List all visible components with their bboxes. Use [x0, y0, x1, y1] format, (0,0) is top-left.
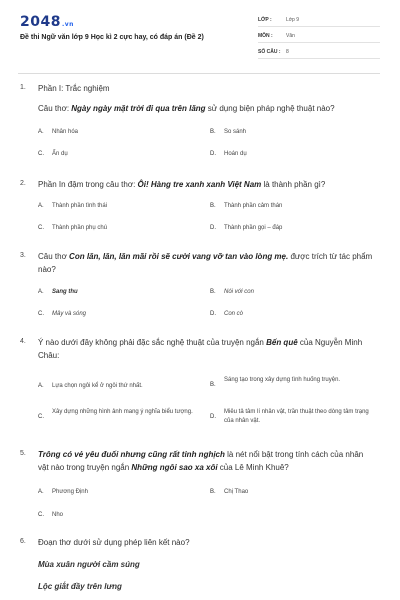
option-b[interactable]	[210, 202, 380, 211]
option-d[interactable]	[210, 408, 380, 426]
option-d[interactable]	[210, 150, 380, 159]
question-number: 1.	[20, 84, 26, 91]
meta-label: LỚP :	[258, 17, 272, 23]
poem-line-2: Lộc giắt đầy trên lưng	[38, 582, 122, 591]
option-letter: A.	[38, 489, 44, 495]
question-text-post: của Nguyễn Minh Châu:	[38, 338, 363, 360]
option-b[interactable]	[210, 288, 380, 297]
option-text: Con cò	[224, 311, 244, 317]
logo-tld: .vn	[61, 21, 74, 28]
meta-value: Văn	[286, 33, 295, 39]
question-text-post: của Lê Minh Khuê?	[217, 462, 289, 472]
option-d[interactable]	[210, 310, 380, 319]
meta-value: 8	[286, 49, 289, 55]
meta-value: Lớp 9	[286, 17, 300, 23]
option-letter: C.	[38, 151, 44, 157]
option-text: Ẩn dụ	[52, 151, 68, 157]
question-text-pre: Câu thơ	[38, 252, 70, 261]
option-a[interactable]	[38, 128, 208, 137]
option-b[interactable]	[210, 128, 380, 137]
option-b[interactable]	[210, 376, 380, 390]
option-a[interactable]	[38, 202, 208, 211]
meta-row-count	[258, 46, 380, 59]
question-text-bold: Ngày ngày mặt trời đi qua trên lăng	[71, 104, 206, 113]
meta-label: SỐ CÂU :	[258, 49, 281, 55]
section-title: Phần I: Trắc nghiệm	[38, 84, 110, 93]
option-text: Nho	[52, 512, 64, 518]
question-text-pre: Phần In đậm trong câu thơ:	[38, 180, 138, 189]
meta-row-class	[258, 14, 380, 27]
option-c[interactable]	[38, 310, 208, 319]
meta-box	[258, 14, 380, 62]
question-text-bold: Trông có vẻ yêu đuối nhưng cũng rất tinh nghịch	[38, 450, 225, 459]
logo-main: 2048	[20, 14, 61, 30]
question-text-bold: Ôi! Hàng tre xanh xanh Việt Nam	[137, 180, 262, 189]
option-letter: C.	[38, 311, 44, 317]
option-letter: C.	[38, 414, 44, 420]
question-text-post: sử dụng biện pháp nghệ thuật nào?	[205, 104, 335, 113]
option-text: Xây dựng những hình ảnh mang ý nghĩa biểu tượng.	[52, 409, 193, 415]
option-letter: A.	[38, 203, 44, 209]
option-c[interactable]	[38, 150, 208, 159]
option-a[interactable]	[38, 382, 203, 391]
option-letter: B.	[210, 382, 216, 388]
option-letter: B.	[210, 129, 216, 135]
question-text-mid: là nét nổi bật trong tính cách của nhân vật nào trong truyện ngắn	[38, 450, 364, 472]
option-b[interactable]	[210, 488, 380, 497]
question-number: 3.	[20, 252, 26, 259]
question-text-bold-2: Những ngôi sao xa xôi	[131, 462, 218, 472]
option-text: Sang thu	[52, 289, 78, 295]
option-text: Mây và sóng	[52, 311, 87, 317]
question-text	[38, 337, 376, 362]
option-letter: D.	[210, 151, 216, 157]
option-text: Miêu tả tâm lí nhân vật, trần thuật theo dòng tâm trạng của nhân vật.	[224, 409, 369, 424]
question-text	[38, 103, 376, 116]
site-logo[interactable]	[20, 14, 74, 30]
option-text: Chị Thao	[224, 489, 249, 495]
option-letter: A.	[38, 383, 44, 389]
option-c[interactable]	[38, 511, 208, 520]
question-text	[38, 251, 376, 276]
option-text: Nói với con	[224, 289, 254, 295]
option-d[interactable]	[210, 224, 380, 233]
option-letter: B.	[210, 203, 216, 209]
question-text-pre: Ý nào dưới đây không phải đặc sắc nghệ thuật của truyện ngắn	[38, 338, 267, 347]
question-text	[38, 179, 376, 192]
document-title: Đề thi Ngữ văn lớp 9 Học kì 2 cực hay, có đáp án (Đề 2)	[20, 34, 204, 41]
option-text: Thành phần tình thái	[52, 203, 108, 209]
meta-label: MÔN :	[258, 33, 273, 39]
question-number: 6.	[20, 538, 26, 545]
document-header	[0, 0, 400, 66]
question-text-pre: Câu thơ:	[38, 104, 72, 113]
option-text: Sáng tạo trong xây dựng tình huống truyện.	[224, 377, 341, 383]
question-text: Đoạn thơ dưới sử dụng phép liên kết nào?	[38, 538, 190, 547]
question-text	[38, 449, 376, 474]
option-text: So sánh	[224, 129, 247, 135]
option-c[interactable]	[38, 224, 208, 233]
option-letter: B.	[210, 489, 216, 495]
option-letter: D.	[210, 414, 216, 420]
question-number: 2.	[20, 180, 26, 187]
option-a[interactable]	[38, 288, 208, 297]
question-text-post: được trích từ tác phẩm nào?	[38, 252, 373, 274]
option-letter: D.	[210, 311, 216, 317]
option-c[interactable]	[38, 408, 203, 422]
option-text: Thành phần phụ chú	[52, 225, 108, 231]
question-text-bold: Bến quê	[266, 338, 298, 347]
meta-row-subject	[258, 30, 380, 43]
option-letter: C.	[38, 225, 44, 231]
option-text: Phương Định	[52, 489, 88, 495]
question-text-bold: Con lăn, lăn, lăn mãi rồi sẽ cười vang vỡ tan vào lòng mẹ.	[69, 252, 289, 261]
question-number: 4.	[20, 338, 26, 345]
option-a[interactable]	[38, 488, 208, 497]
option-letter: B.	[210, 289, 216, 295]
option-text: Nhân hóa	[52, 129, 79, 135]
option-letter: A.	[38, 289, 44, 295]
option-letter: C.	[38, 512, 44, 518]
option-text: Thành phần cảm thán	[224, 203, 283, 209]
option-letter: D.	[210, 225, 216, 231]
option-text: Hoán dụ	[224, 151, 247, 157]
option-text: Thành phần gọi – đáp	[224, 225, 283, 231]
question-number: 5.	[20, 450, 26, 457]
option-text: Lựa chọn ngôi kể ở ngôi thứ nhất.	[52, 383, 143, 389]
question-text-post: là thành phần gì?	[261, 180, 326, 189]
poem-line-1: Mùa xuân người cầm súng	[38, 560, 140, 569]
header-divider	[18, 73, 380, 74]
option-letter: A.	[38, 129, 44, 135]
